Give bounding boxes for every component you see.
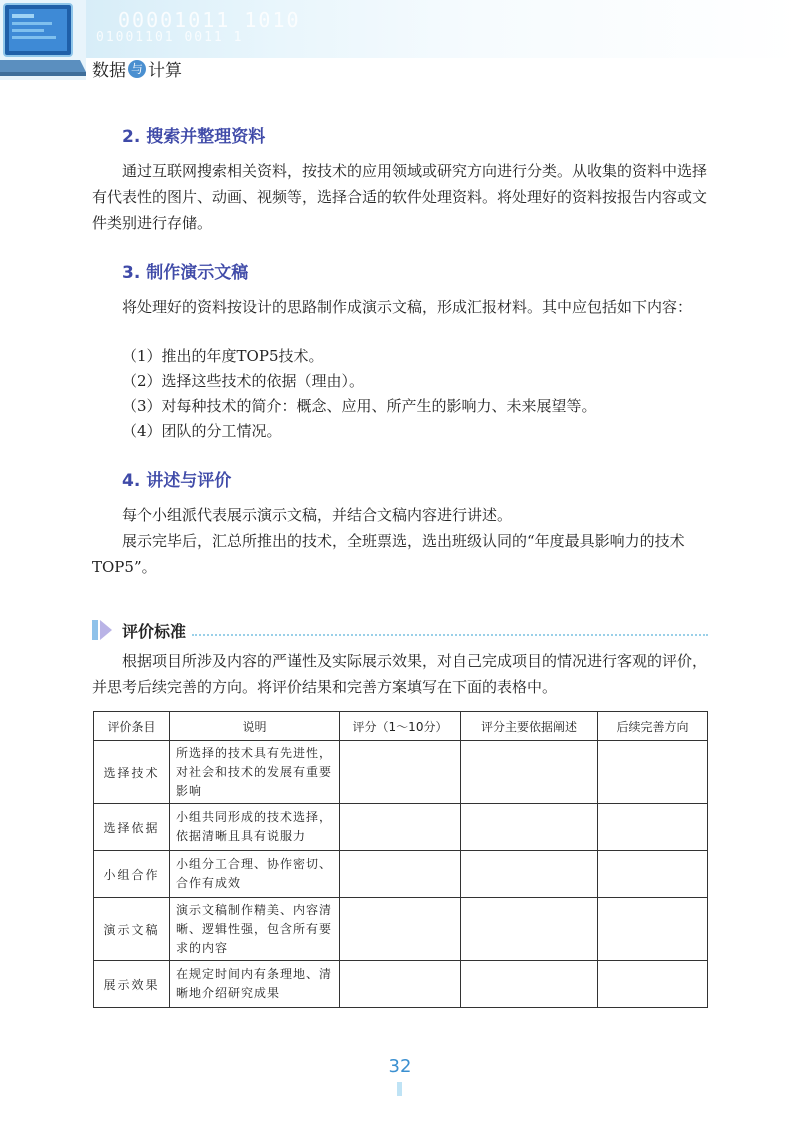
section-4-heading: 4. 讲述与评价 <box>122 471 232 491</box>
score-cell[interactable] <box>340 898 461 961</box>
dotted-divider <box>192 624 708 636</box>
list-item: （3）对每种技术的简介：概念、应用、所产生的影响力、未来展望等。 <box>122 397 597 415</box>
table-row <box>94 898 708 961</box>
improvement-cell[interactable] <box>598 741 708 804</box>
column-header: 评分（1～10分） <box>340 712 461 741</box>
criterion-description: 演示文稿制作精美、内容清晰、逻辑性强，包含所有要求的内容 <box>170 898 340 961</box>
section-4-paragraph-1: 每个小组派代表展示演示文稿，并结合文稿内容进行讲述。 <box>122 506 513 524</box>
bookmark-arrow-icon <box>92 618 114 642</box>
criterion-description: 在规定时间内有条理地、清晰地介绍研究成果 <box>170 961 340 1008</box>
section-2-heading: 2. 搜索并整理资料 <box>122 127 266 147</box>
list-item: （1）推出的年度TOP5技术。 <box>122 347 324 365</box>
criterion-description: 小组分工合理、协作密切、合作有成效 <box>170 851 340 898</box>
criterion-name: 小组合作 <box>94 851 170 898</box>
table-row <box>94 851 708 898</box>
basis-cell[interactable] <box>461 851 598 898</box>
table-row <box>94 804 708 851</box>
evaluation-intro: 根据项目所涉及内容的严谨性及实际展示效果，对自己完成项目的情况进行客观的评价，并思考后续完善的方向。将评价结果和完善方案填写在下面的表格中。 <box>92 652 708 696</box>
evaluation-heading <box>92 616 708 644</box>
column-header: 后续完善方向 <box>598 712 708 741</box>
criterion-name: 选择依据 <box>94 804 170 851</box>
criterion-description: 所选择的技术具有先进性，对社会和技术的发展有重要影响 <box>170 741 340 804</box>
book-title-connector: 与 <box>128 60 146 78</box>
score-cell[interactable] <box>340 741 461 804</box>
book-title-part-a: 数据 <box>92 61 126 81</box>
evaluation-title: 评价标准 <box>122 621 187 641</box>
binary-decoration-2: 01001101 0011 1 <box>96 30 244 45</box>
section-3-list <box>122 344 712 444</box>
header-banner <box>0 0 800 58</box>
binary-decoration: 00001011 1010 <box>118 8 301 32</box>
section-2-paragraph: 通过互联网搜索相关资料，按技术的应用领域或研究方向进行分类。从收集的资料中选择有代表性的图片、动画、视频等，选择合适的软件处理资料。将处理好的资料按报告内容或文件类别进行存储。 <box>92 162 708 232</box>
table-row <box>94 741 708 804</box>
criterion-name: 选择技术 <box>94 741 170 804</box>
criterion-name: 演示文稿 <box>94 898 170 961</box>
section-4-body <box>92 502 712 580</box>
score-cell[interactable] <box>340 961 461 1008</box>
basis-cell[interactable] <box>461 741 598 804</box>
improvement-cell[interactable] <box>598 898 708 961</box>
column-header: 评价条目 <box>94 712 170 741</box>
page-number: 32 <box>388 1056 412 1077</box>
basis-cell[interactable] <box>461 898 598 961</box>
basis-cell[interactable] <box>461 961 598 1008</box>
page-marker <box>397 1082 402 1096</box>
basis-cell[interactable] <box>461 804 598 851</box>
list-item: （4）团队的分工情况。 <box>122 422 282 440</box>
laptop-icon <box>0 0 86 80</box>
improvement-cell[interactable] <box>598 851 708 898</box>
column-header: 评分主要依据阐述 <box>461 712 598 741</box>
book-title-part-b: 计算 <box>148 61 182 81</box>
score-cell[interactable] <box>340 851 461 898</box>
table-header-row <box>94 712 708 741</box>
improvement-cell[interactable] <box>598 804 708 851</box>
book-title <box>92 56 182 81</box>
section-3-paragraph: 将处理好的资料按设计的思路制作成演示文稿，形成汇报材料。其中应包括如下内容： <box>122 298 693 316</box>
section-4-paragraph-2: 展示完毕后，汇总所推出的技术，全班票选，选出班级认同的“年度最具影响力的技术TOP5”。 <box>92 532 685 576</box>
improvement-cell[interactable] <box>598 961 708 1008</box>
section-3-heading: 3. 制作演示文稿 <box>122 263 249 283</box>
page-header <box>0 0 800 80</box>
evaluation-table <box>93 711 708 1008</box>
list-item: （2）选择这些技术的依据（理由）。 <box>122 372 365 390</box>
criterion-name: 展示效果 <box>94 961 170 1008</box>
criterion-description: 小组共同形成的技术选择，依据清晰且具有说服力 <box>170 804 340 851</box>
score-cell[interactable] <box>340 804 461 851</box>
table-row <box>94 961 708 1008</box>
column-header: 说明 <box>170 712 340 741</box>
